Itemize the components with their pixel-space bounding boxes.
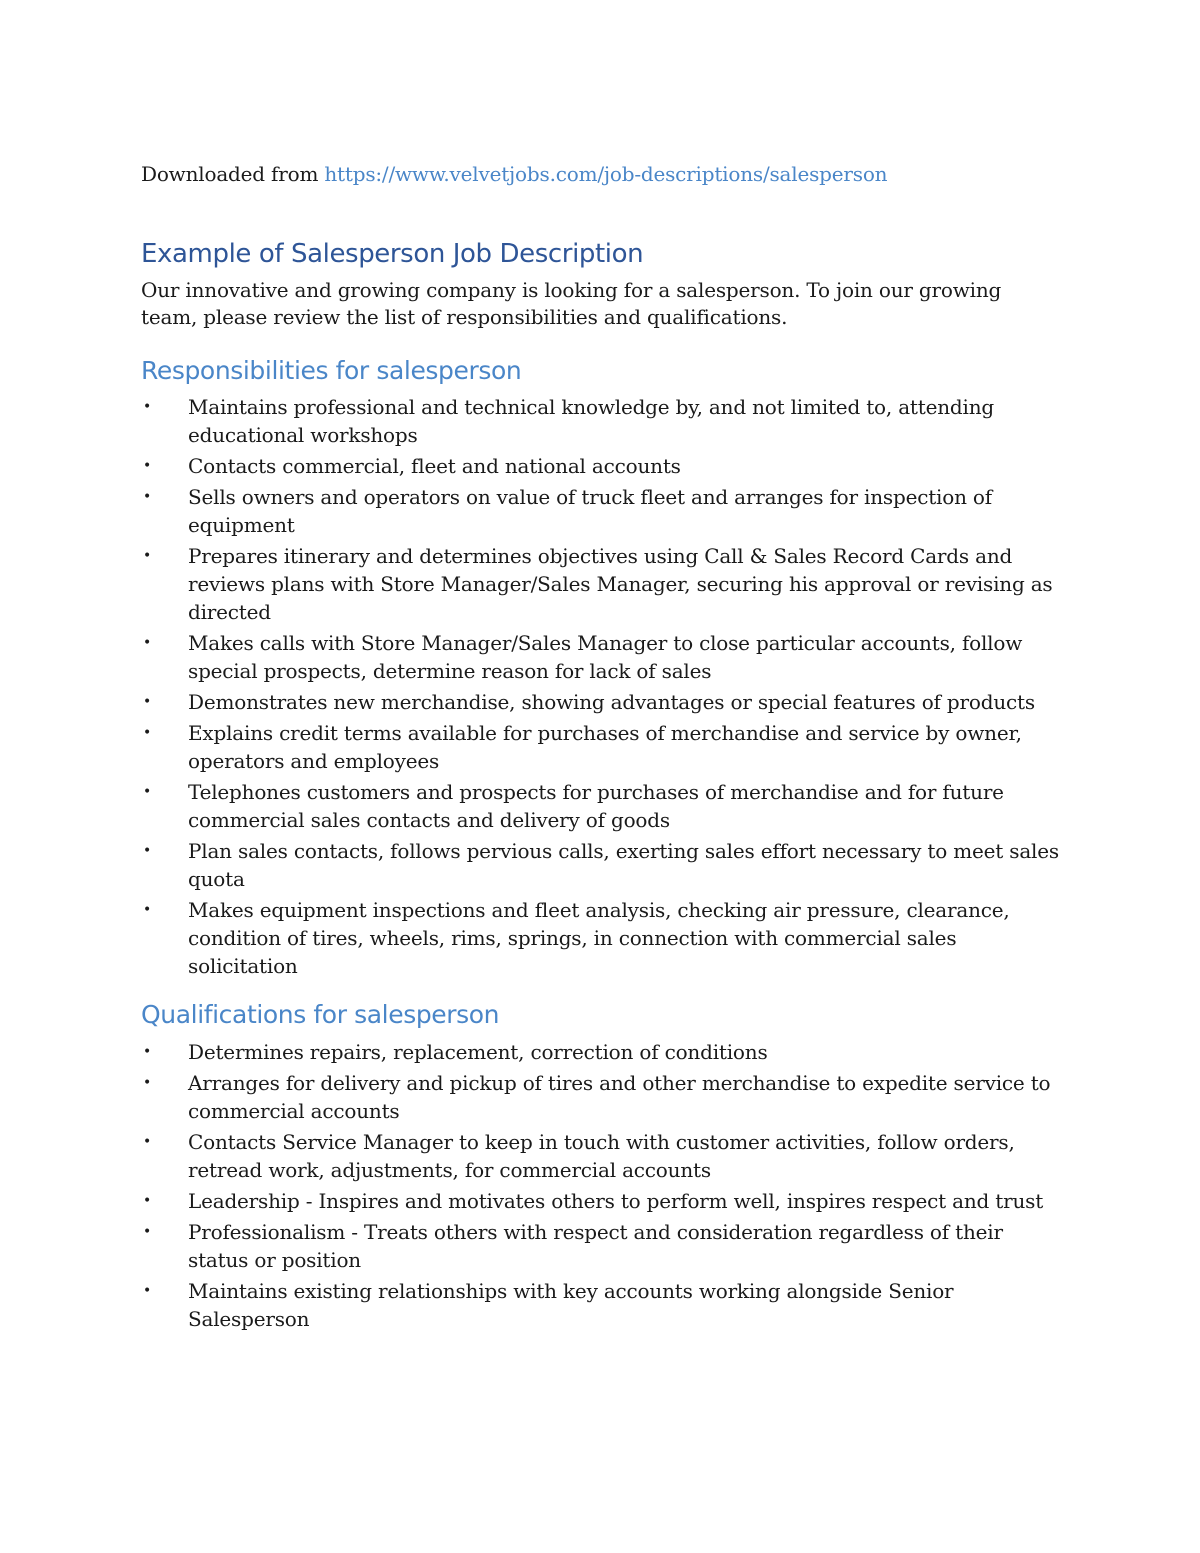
list-item (141, 688, 1066, 716)
bullet-icon: • (143, 1283, 152, 1299)
bullet-icon: • (143, 1044, 152, 1060)
list-item-text: Arranges for delivery and pickup of tires and other merchandise to expedite service to commercial accounts (188, 1071, 1051, 1123)
bullet-icon: • (143, 635, 152, 651)
list-item-text: Maintains existing relationships with key accounts working alongside Senior Salesperson (188, 1279, 954, 1331)
bullet-icon: • (143, 1224, 152, 1240)
intro-paragraph: Our innovative and growing company is looking for a salesperson. To join our growing team, please review the list of responsibilities and qualifications. (141, 278, 1002, 329)
list-item (141, 719, 1066, 775)
responsibilities-heading: Responsibilities for salesperson (141, 356, 522, 385)
list-item-text: Leadership - Inspires and motivates others to perform well, inspires respect and trust (188, 1189, 1044, 1213)
list-item-text: Contacts commercial, fleet and national accounts (188, 454, 681, 478)
list-item (141, 1038, 1066, 1066)
bullet-icon: • (143, 1134, 152, 1150)
qualifications-list (141, 1038, 1066, 1336)
list-item-text: Sells owners and operators on value of truck fleet and arranges for inspection of equipment (188, 485, 992, 537)
bullet-icon: • (143, 694, 152, 710)
list-item-text: Determines repairs, replacement, correction of conditions (188, 1040, 768, 1064)
list-item (141, 542, 1066, 626)
bullet-icon: • (143, 902, 152, 918)
list-item (141, 483, 1066, 539)
bullet-icon: • (143, 548, 152, 564)
bullet-icon: • (143, 784, 152, 800)
list-item (141, 1069, 1066, 1125)
bullet-icon: • (143, 489, 152, 505)
list-item-text: Maintains professional and technical knowledge by, and not limited to, attending educational workshops (188, 395, 994, 447)
list-item-text: Plan sales contacts, follows pervious calls, exerting sales effort necessary to meet sales quota (188, 839, 1059, 891)
list-item (141, 837, 1066, 893)
list-item (141, 1187, 1066, 1215)
responsibilities-list (141, 393, 1066, 983)
list-item (141, 1218, 1066, 1274)
list-item-text: Prepares itinerary and determines objectives using Call & Sales Record Cards and reviews plans with Store Manager/Sales Manager, securing his approval or revising as directed (188, 544, 1053, 624)
qualifications-heading: Qualifications for salesperson (141, 1000, 500, 1029)
bullet-icon: • (143, 1075, 152, 1091)
bullet-icon: • (143, 843, 152, 859)
list-item-text: Makes calls with Store Manager/Sales Manager to close particular accounts, follow special prospects, determine reason for lack of sales (188, 631, 1023, 683)
source-line (141, 160, 887, 188)
list-item-text: Contacts Service Manager to keep in touch with customer activities, follow orders, retread work, adjustments, for commercial accounts (188, 1130, 1015, 1182)
bullet-icon: • (143, 725, 152, 741)
document-title: Example of Salesperson Job Description (141, 239, 644, 269)
list-item (141, 896, 1066, 980)
list-item-text: Professionalism - Treats others with respect and consideration regardless of their status or position (188, 1220, 1003, 1272)
list-item-text: Demonstrates new merchandise, showing advantages or special features of products (188, 690, 1035, 714)
list-item (141, 1277, 1066, 1333)
list-item-text: Telephones customers and prospects for purchases of merchandise and for future commercial sales contacts and delivery of goods (188, 780, 1004, 832)
source-link[interactable]: https://www.velvetjobs.com/job-descriptions/salesperson (324, 162, 888, 186)
list-item (141, 1128, 1066, 1184)
list-item-text: Makes equipment inspections and fleet analysis, checking air pressure, clearance, condition of tires, wheels, rims, springs, in connection with commercial sales solicitation (188, 898, 1010, 978)
bullet-icon: • (143, 1193, 152, 1209)
bullet-icon: • (143, 458, 152, 474)
list-item (141, 452, 1066, 480)
list-item-text: Explains credit terms available for purchases of merchandise and service by owner, operators and employees (188, 721, 1022, 773)
bullet-icon: • (143, 399, 152, 415)
list-item (141, 778, 1066, 834)
source-prefix: Downloaded from (141, 162, 325, 186)
list-item (141, 629, 1066, 685)
list-item (141, 393, 1066, 449)
